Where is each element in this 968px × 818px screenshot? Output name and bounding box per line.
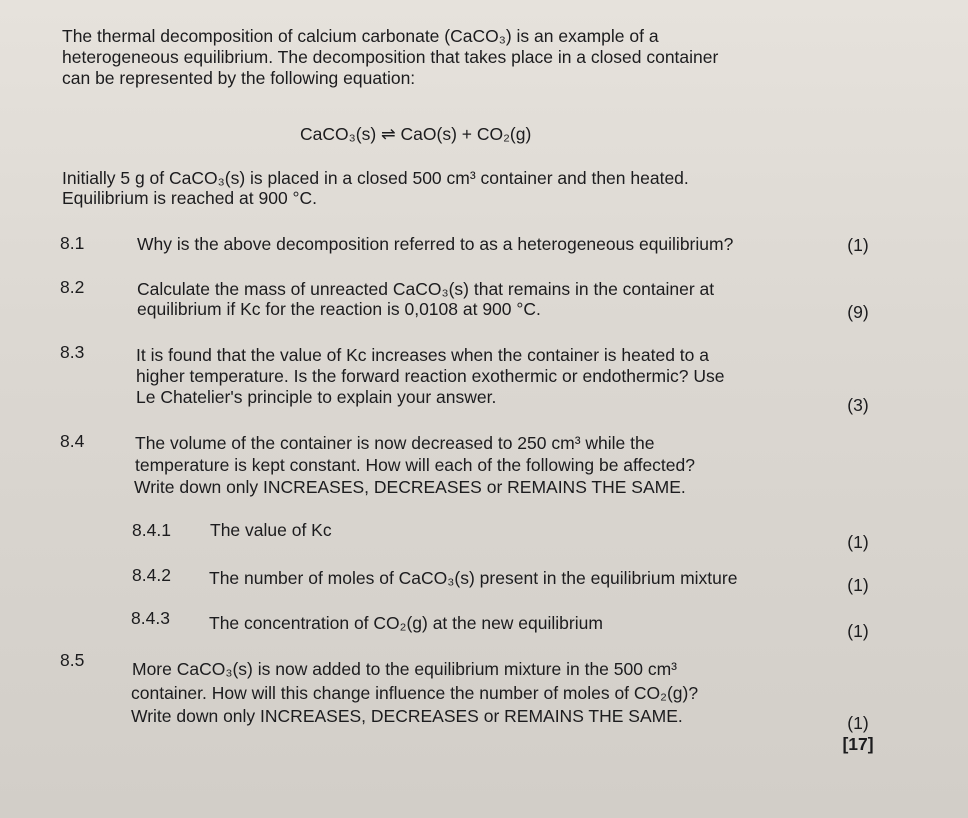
question-number: 8.5 xyxy=(60,650,85,670)
question-marks: (1) xyxy=(847,235,869,255)
subquestion-marks: (1) xyxy=(847,532,869,552)
subquestion-number: 8.4.3 xyxy=(131,608,170,628)
subquestion-marks: (1) xyxy=(847,575,869,595)
subquestion-text: The value of Kc xyxy=(210,520,332,540)
question-text: Calculate the mass of unreacted CaCO₃(s) that remains in the container at xyxy=(137,279,715,299)
question-text: Write down only INCREASES, DECREASES or REMAINS THE SAME. xyxy=(131,706,683,726)
question-number: 8.3 xyxy=(60,342,85,362)
subquestion-text: The concentration of CO₂(g) at the new equilibrium xyxy=(209,613,603,633)
intro-line-2: heterogeneous equilibrium. The decomposition that takes place in a closed container xyxy=(62,47,719,67)
question-text: temperature is kept constant. How will each of the following be affected? xyxy=(135,455,695,475)
intro-line-1: The thermal decomposition of calcium carbonate (CaCO₃) is an example of a xyxy=(62,26,659,46)
question-marks: (1) xyxy=(847,713,869,733)
subquestion-number: 8.4.2 xyxy=(132,565,171,585)
subquestion-number: 8.4.1 xyxy=(132,520,171,540)
subquestion-text: The number of moles of CaCO₃(s) present in the equilibrium mixture xyxy=(209,568,738,588)
question-number: 8.1 xyxy=(60,233,85,253)
question-text: More CaCO₃(s) is now added to the equilibrium mixture in the 500 cm³ xyxy=(132,659,677,679)
question-text: Write down only INCREASES, DECREASES or REMAINS THE SAME. xyxy=(134,477,686,497)
question-text: container. How will this change influence the number of moles of CO₂(g)? xyxy=(131,683,699,703)
question-number: 8.4 xyxy=(60,431,85,451)
question-text: equilibrium if Kc for the reaction is 0,0108 at 900 °C. xyxy=(137,299,541,319)
question-text: It is found that the value of Kc increases when the container is heated to a xyxy=(136,345,709,365)
initial-line-2: Equilibrium is reached at 900 °C. xyxy=(62,188,318,208)
total-marks: [17] xyxy=(842,734,874,754)
question-text: Why is the above decomposition referred to as a heterogeneous equilibrium? xyxy=(137,234,734,254)
question-number: 8.2 xyxy=(60,277,85,297)
question-text: The volume of the container is now decreased to 250 cm³ while the xyxy=(135,433,655,453)
subquestion-marks: (1) xyxy=(847,621,869,641)
question-text: higher temperature. Is the forward reaction exothermic or endothermic? Use xyxy=(136,366,725,386)
question-marks: (3) xyxy=(847,395,869,415)
intro-line-3: can be represented by the following equation: xyxy=(62,68,416,88)
initial-line-1: Initially 5 g of CaCO₃(s) is placed in a closed 500 cm³ container and then heated. xyxy=(62,168,689,188)
question-marks: (9) xyxy=(847,302,869,322)
equation: CaCO₃(s) ⇌ CaO(s) + CO₂(g) xyxy=(300,124,532,144)
question-text: Le Chatelier's principle to explain your answer. xyxy=(136,387,497,407)
